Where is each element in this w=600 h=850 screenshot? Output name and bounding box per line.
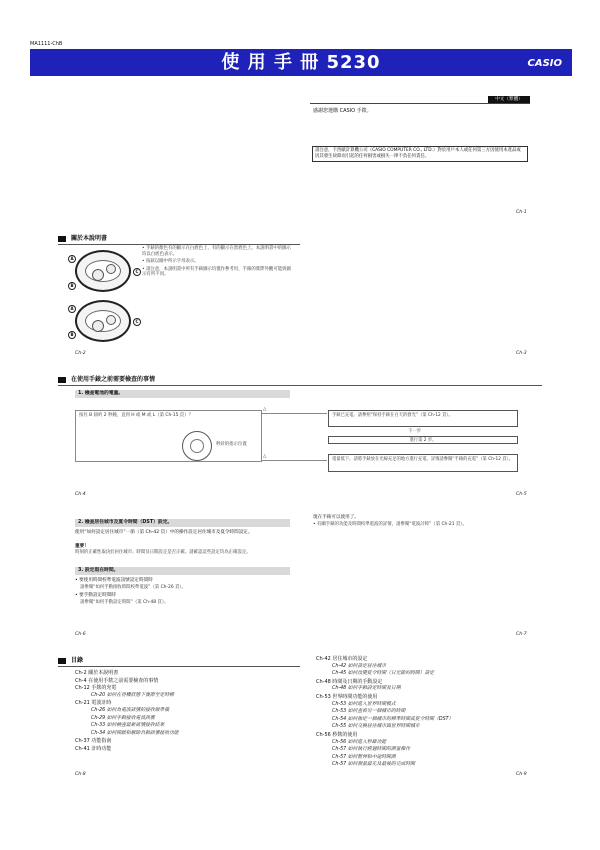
watch-illustration-1 [75, 250, 131, 292]
important-text: 時刻的正確性取決於居住城市、時間及日期設定是否正確。請確認這些設定均為正確設定。 [75, 550, 251, 555]
casio-logo: CASIO [527, 58, 562, 69]
ready-ref: • 有關手錶的功能及時間校準電波的詳情，請參閱“電波計時”（第 Ch-21 頁）。 [313, 522, 467, 527]
section-title: 目錄 [71, 657, 84, 664]
flow-box-low: 電量低下。請將手錶放在光線充足的地方進行充電。詳情請參閱“手錶的充電”（第 Ch-12 頁）。 [328, 454, 518, 472]
button-label-a2: A [68, 305, 76, 313]
page-number: Ch-9 [516, 772, 527, 777]
toc-entry[interactable]: Ch-37 功能指南 [75, 738, 112, 745]
toc-subentry[interactable]: Ch-33 如何檢查最新訊號接收結果 [91, 723, 165, 729]
section-title: 關於本說明書 [71, 235, 108, 242]
flow-mark: △ [263, 407, 267, 412]
flow-mark: △ [263, 454, 267, 459]
about-bullets [142, 246, 292, 278]
page-number: Ch-2 [75, 351, 86, 356]
header-bar [30, 49, 572, 76]
toc-entry[interactable]: Ch-12 手錶的充電 [75, 685, 117, 692]
toc-subentry[interactable]: Ch-57 如何暫停和中途時間測 [332, 754, 396, 760]
toc-subentry[interactable]: Ch-53 如何查看另一個城市的時間 [332, 709, 406, 715]
toc-subentry[interactable]: Ch-53 如何進入世界時間模式 [332, 701, 396, 707]
about-bullet: • 請注意，本說明書中所有手錶圖示均僅作參考用，手錶的實際外觀可能與圖示有所不同。 [142, 266, 291, 277]
flow-question: 按住 B 鈕約 2 秒鐘，直到 H 或 M 或 L（第 Ch-15 頁）？ [79, 413, 193, 418]
section-before-use [0, 375, 600, 385]
important-label: 重要！ [75, 544, 89, 549]
button-label-a: A [68, 255, 76, 263]
step-3-heading: 3. 設定現在時間。 [75, 567, 290, 575]
toc-entry[interactable]: Ch-41 計時功能 [75, 745, 112, 752]
toc-subentry[interactable]: Ch-54 如何指定一個城市的標準時間或夏令時間（DST） [332, 716, 454, 722]
toc-subentry[interactable]: Ch-55 如何交換居住城市與世界時間城市 [332, 724, 420, 730]
about-bullet: • 手錶的顏色有的顯示在白底色上，有的顯示在黑底色上。本說明書中的圖示均以白底色表示。 [142, 246, 291, 257]
about-bullet: • 按鈕以圖中所示字母表示。 [142, 259, 199, 264]
hand-label: 秒針的指示位置 [216, 442, 247, 447]
toc-subentry[interactable]: Ch-45 如何改變夏令時間（日光節約時間）設定 [332, 671, 435, 677]
document-code: MA1111-ChB [30, 41, 63, 47]
manual-title: 使 用 手 冊 5230 [221, 52, 381, 73]
step-2-heading: 2. 檢查居住城市及夏令時間（DST）設定。 [75, 519, 290, 527]
toc-subentry[interactable]: Ch-42 如何設定居住城市 [332, 663, 387, 669]
page-number: Ch-8 [75, 772, 86, 777]
toc-subentry[interactable]: Ch-48 如何手動設定時間及日期 [332, 686, 401, 692]
toc-subentry[interactable]: Ch-20 如何在待機狀態下復原至定時標 [91, 692, 174, 698]
toc-entry[interactable]: Ch-21 電波計時 [75, 700, 112, 707]
flow-arrow: 下一步 [408, 429, 422, 434]
page-number: Ch-5 [516, 492, 527, 497]
toc-entry[interactable]: Ch-56 秒錶的使用 [316, 731, 358, 738]
button-label-c2: C [133, 318, 141, 326]
flow-box-charged: 手錶已充電。請參照“保持手錶在白天的發光”（第 Ch-12 頁）。 [328, 410, 518, 427]
flow-connector [262, 413, 327, 414]
hand-position-dial [182, 431, 212, 461]
toc-subentry[interactable]: Ch-26 如何為電波訊號的接收做準備 [91, 707, 170, 713]
toc-entry[interactable]: Ch-53 世界時間功能的使用 [316, 693, 378, 700]
watch-illustration-2 [75, 300, 131, 342]
bullet-radio-time-ref: 請參閱“如何手動接收時間校準電波”（第 Ch-26 頁）。 [80, 585, 186, 590]
step-1-heading: 1. 檢查電池的電量。 [75, 390, 290, 398]
toc-subentry[interactable]: Ch-29 如何手動接收電波訊號 [91, 715, 155, 721]
language-tag: 中文（繁體） [488, 96, 530, 103]
page-number: Ch-4 [75, 492, 86, 497]
section-about [0, 234, 600, 244]
toc-left [75, 670, 295, 754]
page-number: Ch-1 [516, 210, 527, 215]
greeting-text: 感謝您選購 CASIO 手錶。 [313, 108, 372, 114]
toc-entry[interactable]: Ch-2 關於本說明書 [75, 670, 119, 676]
bullet-manual-time-ref: 請參閱“如何手動設定時間”（第 Ch-48 頁）。 [80, 600, 169, 605]
bullet-radio-time: • 要使用時間校準電波訊號設定時間時 [75, 578, 153, 583]
button-label-b: B [68, 282, 76, 290]
bullet-manual-time: • 要手動設定時間時 [75, 593, 116, 598]
button-label-c: C [133, 268, 141, 276]
toc-right [316, 656, 536, 770]
toc-subentry[interactable]: Ch-56 如何進入秒錶功能 [332, 739, 387, 745]
ready-text: 現在手錶可以使用了。 [313, 515, 359, 520]
page-number: Ch-3 [516, 351, 527, 356]
flow-connector [262, 460, 327, 461]
flow-box-next: 進行第 2 步。 [328, 436, 518, 444]
button-label-b2: B [68, 331, 76, 339]
step-2-text: 使用“如何設定居住城市”一節（第 Ch-42 頁）中的操作設定居住城市及夏令時間設定。 [75, 530, 253, 535]
disclaimer-box: 請注意，卡西歐計算機公司（CASIO COMPUTER CO., LTD.）對於用戶本人或任何第三方因使用本產品或因其發生故障而引起的任何損害或損失一律不負任何責任。 [312, 146, 528, 162]
toc-entry[interactable]: Ch-48 時間及日期的手動設定 [316, 678, 383, 685]
page-number: Ch-6 [75, 632, 86, 637]
flow-left-box [75, 410, 262, 462]
page-number: Ch-7 [516, 632, 527, 637]
toc-subentry[interactable]: Ch-57 如何測量最先及最後的完成時間 [332, 762, 415, 768]
toc-entry[interactable]: Ch-4 在使用手錶之前需要檢查的事情 [75, 677, 159, 684]
toc-subentry[interactable]: Ch-57 如何執行經過時間的測量操作 [332, 747, 411, 753]
toc-entry[interactable]: Ch-42 居住城市的設定 [316, 656, 368, 662]
toc-subentry[interactable]: Ch-34 如何開啟和解除自動訊號接收功能 [91, 730, 179, 736]
section-title: 在使用手錶之前需要檢查的事情 [71, 376, 156, 383]
